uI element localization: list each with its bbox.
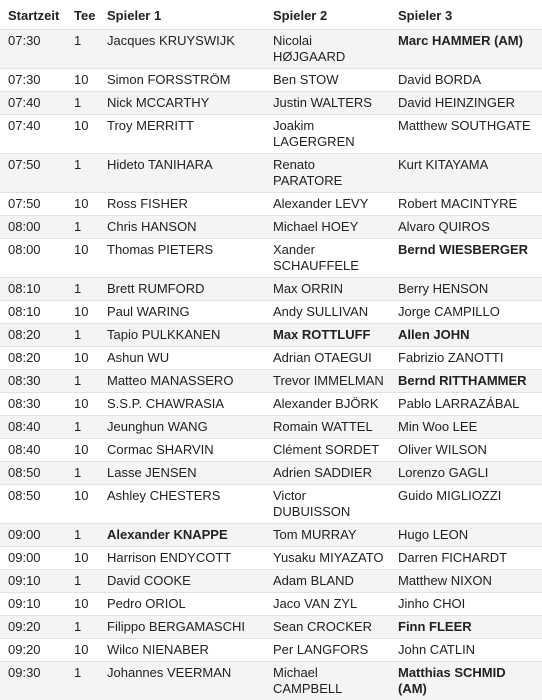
player-3-cell: Alvaro QUIROS — [390, 216, 542, 239]
header-startzeit: Startzeit — [0, 0, 70, 30]
tee-number-cell: 1 — [70, 370, 99, 393]
player-1-cell: Alexander KNAPPE — [99, 524, 265, 547]
start-time-cell: 08:20 — [0, 347, 70, 370]
tee-number-cell: 1 — [70, 154, 99, 193]
start-time-cell: 08:00 — [0, 239, 70, 278]
player-1-cell: Johannes VEERMAN — [99, 662, 265, 700]
header-spieler-2: Spieler 2 — [265, 0, 390, 30]
player-2-cell: Nicolai HØJGAARD — [265, 30, 390, 69]
table-row — [0, 301, 542, 324]
tee-number-cell: 10 — [70, 485, 99, 524]
table-row — [0, 616, 542, 639]
start-time-cell: 08:30 — [0, 370, 70, 393]
tee-number-cell: 10 — [70, 547, 99, 570]
player-2-cell: Alexander LEVY — [265, 193, 390, 216]
player-2-cell: Jaco VAN ZYL — [265, 593, 390, 616]
player-3-cell: Matthew NIXON — [390, 570, 542, 593]
header-tee: Tee — [70, 0, 99, 30]
tee-number-cell: 10 — [70, 193, 99, 216]
tee-number-cell: 1 — [70, 662, 99, 700]
table-row — [0, 370, 542, 393]
player-1-cell: Thomas PIETERS — [99, 239, 265, 278]
table-row — [0, 115, 542, 154]
player-3-cell: Lorenzo GAGLI — [390, 462, 542, 485]
player-2-cell: Romain WATTEL — [265, 416, 390, 439]
player-3-cell: Matthias SCHMID (AM) — [390, 662, 542, 700]
start-time-cell: 08:40 — [0, 439, 70, 462]
start-time-cell: 08:50 — [0, 485, 70, 524]
player-1-cell: Ashley CHESTERS — [99, 485, 265, 524]
table-row — [0, 662, 542, 700]
table-row — [0, 92, 542, 115]
tee-number-cell: 10 — [70, 239, 99, 278]
start-time-cell: 07:50 — [0, 154, 70, 193]
start-time-cell: 08:00 — [0, 216, 70, 239]
player-3-cell: Allen JOHN — [390, 324, 542, 347]
player-1-cell: Jacques KRUYSWIJK — [99, 30, 265, 69]
player-2-cell: Michael CAMPBELL — [265, 662, 390, 700]
player-3-cell: Bernd WIESBERGER — [390, 239, 542, 278]
start-time-cell: 09:20 — [0, 639, 70, 662]
player-2-cell: Andy SULLIVAN — [265, 301, 390, 324]
player-1-cell: Harrison ENDYCOTT — [99, 547, 265, 570]
tee-number-cell: 1 — [70, 416, 99, 439]
player-1-cell: Ross FISHER — [99, 193, 265, 216]
table-row — [0, 154, 542, 193]
player-1-cell: Tapio PULKKANEN — [99, 324, 265, 347]
player-3-cell: David BORDA — [390, 69, 542, 92]
player-2-cell: Yusaku MIYAZATO — [265, 547, 390, 570]
player-2-cell: Max ORRIN — [265, 278, 390, 301]
tee-number-cell: 10 — [70, 69, 99, 92]
player-3-cell: Berry HENSON — [390, 278, 542, 301]
player-3-cell: Fabrizio ZANOTTI — [390, 347, 542, 370]
tee-number-cell: 1 — [70, 92, 99, 115]
tee-number-cell: 10 — [70, 347, 99, 370]
player-2-cell: Xander SCHAUFFELE — [265, 239, 390, 278]
tee-number-cell: 10 — [70, 593, 99, 616]
player-3-cell: Jorge CAMPILLO — [390, 301, 542, 324]
table-row — [0, 639, 542, 662]
player-1-cell: Simon FORSSTRÖM — [99, 69, 265, 92]
table-row — [0, 462, 542, 485]
tee-number-cell: 10 — [70, 301, 99, 324]
start-time-cell: 09:10 — [0, 593, 70, 616]
table-row — [0, 547, 542, 570]
tee-number-cell: 10 — [70, 639, 99, 662]
tee-number-cell: 1 — [70, 524, 99, 547]
player-2-cell: Joakim LAGERGREN — [265, 115, 390, 154]
start-time-cell: 08:40 — [0, 416, 70, 439]
player-3-cell: Bernd RITTHAMMER — [390, 370, 542, 393]
table-row — [0, 347, 542, 370]
table-row — [0, 30, 542, 69]
player-1-cell: Cormac SHARVIN — [99, 439, 265, 462]
table-row — [0, 393, 542, 416]
tee-number-cell: 1 — [70, 278, 99, 301]
table-row — [0, 239, 542, 278]
start-time-cell: 07:40 — [0, 92, 70, 115]
player-2-cell: Clément SORDET — [265, 439, 390, 462]
player-2-cell: Adam BLAND — [265, 570, 390, 593]
start-time-cell: 09:00 — [0, 524, 70, 547]
start-time-cell: 09:00 — [0, 547, 70, 570]
player-1-cell: Lasse JENSEN — [99, 462, 265, 485]
start-time-cell: 08:50 — [0, 462, 70, 485]
table-row — [0, 416, 542, 439]
start-time-cell: 07:30 — [0, 30, 70, 69]
tee-number-cell: 1 — [70, 616, 99, 639]
start-time-cell: 08:10 — [0, 278, 70, 301]
player-2-cell: Victor DUBUISSON — [265, 485, 390, 524]
player-1-cell: Brett RUMFORD — [99, 278, 265, 301]
tee-number-cell: 1 — [70, 324, 99, 347]
tee-number-cell: 10 — [70, 393, 99, 416]
player-2-cell: Renato PARATORE — [265, 154, 390, 193]
tee-number-cell: 10 — [70, 115, 99, 154]
player-3-cell: Jinho CHOI — [390, 593, 542, 616]
table-row — [0, 439, 542, 462]
table-row — [0, 193, 542, 216]
player-1-cell: Nick MCCARTHY — [99, 92, 265, 115]
player-3-cell: Hugo LEON — [390, 524, 542, 547]
table-header-row — [0, 0, 542, 30]
table-row — [0, 485, 542, 524]
player-3-cell: Guido MIGLIOZZI — [390, 485, 542, 524]
player-2-cell: Trevor IMMELMAN — [265, 370, 390, 393]
table-row — [0, 593, 542, 616]
table-row — [0, 278, 542, 301]
player-2-cell: Ben STOW — [265, 69, 390, 92]
player-2-cell: Adrian OTAEGUI — [265, 347, 390, 370]
player-3-cell: Oliver WILSON — [390, 439, 542, 462]
player-1-cell: Filippo BERGAMASCHI — [99, 616, 265, 639]
player-2-cell: Alexander BJÖRK — [265, 393, 390, 416]
player-3-cell: Darren FICHARDT — [390, 547, 542, 570]
player-2-cell: Per LANGFORS — [265, 639, 390, 662]
player-1-cell: Hideto TANIHARA — [99, 154, 265, 193]
player-1-cell: S.S.P. CHAWRASIA — [99, 393, 265, 416]
table-row — [0, 216, 542, 239]
start-time-cell: 08:10 — [0, 301, 70, 324]
player-3-cell: Min Woo LEE — [390, 416, 542, 439]
table-row — [0, 69, 542, 92]
player-3-cell: Kurt KITAYAMA — [390, 154, 542, 193]
player-1-cell: Matteo MANASSERO — [99, 370, 265, 393]
player-1-cell: David COOKE — [99, 570, 265, 593]
tee-number-cell: 1 — [70, 462, 99, 485]
player-1-cell: Troy MERRITT — [99, 115, 265, 154]
table-row — [0, 570, 542, 593]
tee-number-cell: 1 — [70, 30, 99, 69]
tee-number-cell: 10 — [70, 439, 99, 462]
start-time-cell: 09:30 — [0, 662, 70, 700]
header-spieler-3: Spieler 3 — [390, 0, 542, 30]
player-2-cell: Justin WALTERS — [265, 92, 390, 115]
start-time-cell: 08:20 — [0, 324, 70, 347]
start-time-cell: 07:40 — [0, 115, 70, 154]
table-row — [0, 324, 542, 347]
player-2-cell: Sean CROCKER — [265, 616, 390, 639]
player-1-cell: Jeunghun WANG — [99, 416, 265, 439]
player-3-cell: Marc HAMMER (AM) — [390, 30, 542, 69]
start-time-cell: 09:10 — [0, 570, 70, 593]
tee-number-cell: 1 — [70, 216, 99, 239]
player-3-cell: David HEINZINGER — [390, 92, 542, 115]
start-time-cell: 07:30 — [0, 69, 70, 92]
player-2-cell: Tom MURRAY — [265, 524, 390, 547]
player-1-cell: Ashun WU — [99, 347, 265, 370]
player-2-cell: Adrien SADDIER — [265, 462, 390, 485]
player-3-cell: Robert MACINTYRE — [390, 193, 542, 216]
player-1-cell: Pedro ORIOL — [99, 593, 265, 616]
player-3-cell: Finn FLEER — [390, 616, 542, 639]
player-3-cell: Pablo LARRAZÁBAL — [390, 393, 542, 416]
player-3-cell: John CATLIN — [390, 639, 542, 662]
start-time-cell: 09:20 — [0, 616, 70, 639]
header-spieler-1: Spieler 1 — [99, 0, 265, 30]
player-1-cell: Chris HANSON — [99, 216, 265, 239]
player-2-cell: Michael HOEY — [265, 216, 390, 239]
player-1-cell: Paul WARING — [99, 301, 265, 324]
player-1-cell: Wilco NIENABER — [99, 639, 265, 662]
start-time-cell: 07:50 — [0, 193, 70, 216]
table-row — [0, 524, 542, 547]
player-2-cell: Max ROTTLUFF — [265, 324, 390, 347]
start-time-cell: 08:30 — [0, 393, 70, 416]
tee-number-cell: 1 — [70, 570, 99, 593]
player-3-cell: Matthew SOUTHGATE — [390, 115, 542, 154]
